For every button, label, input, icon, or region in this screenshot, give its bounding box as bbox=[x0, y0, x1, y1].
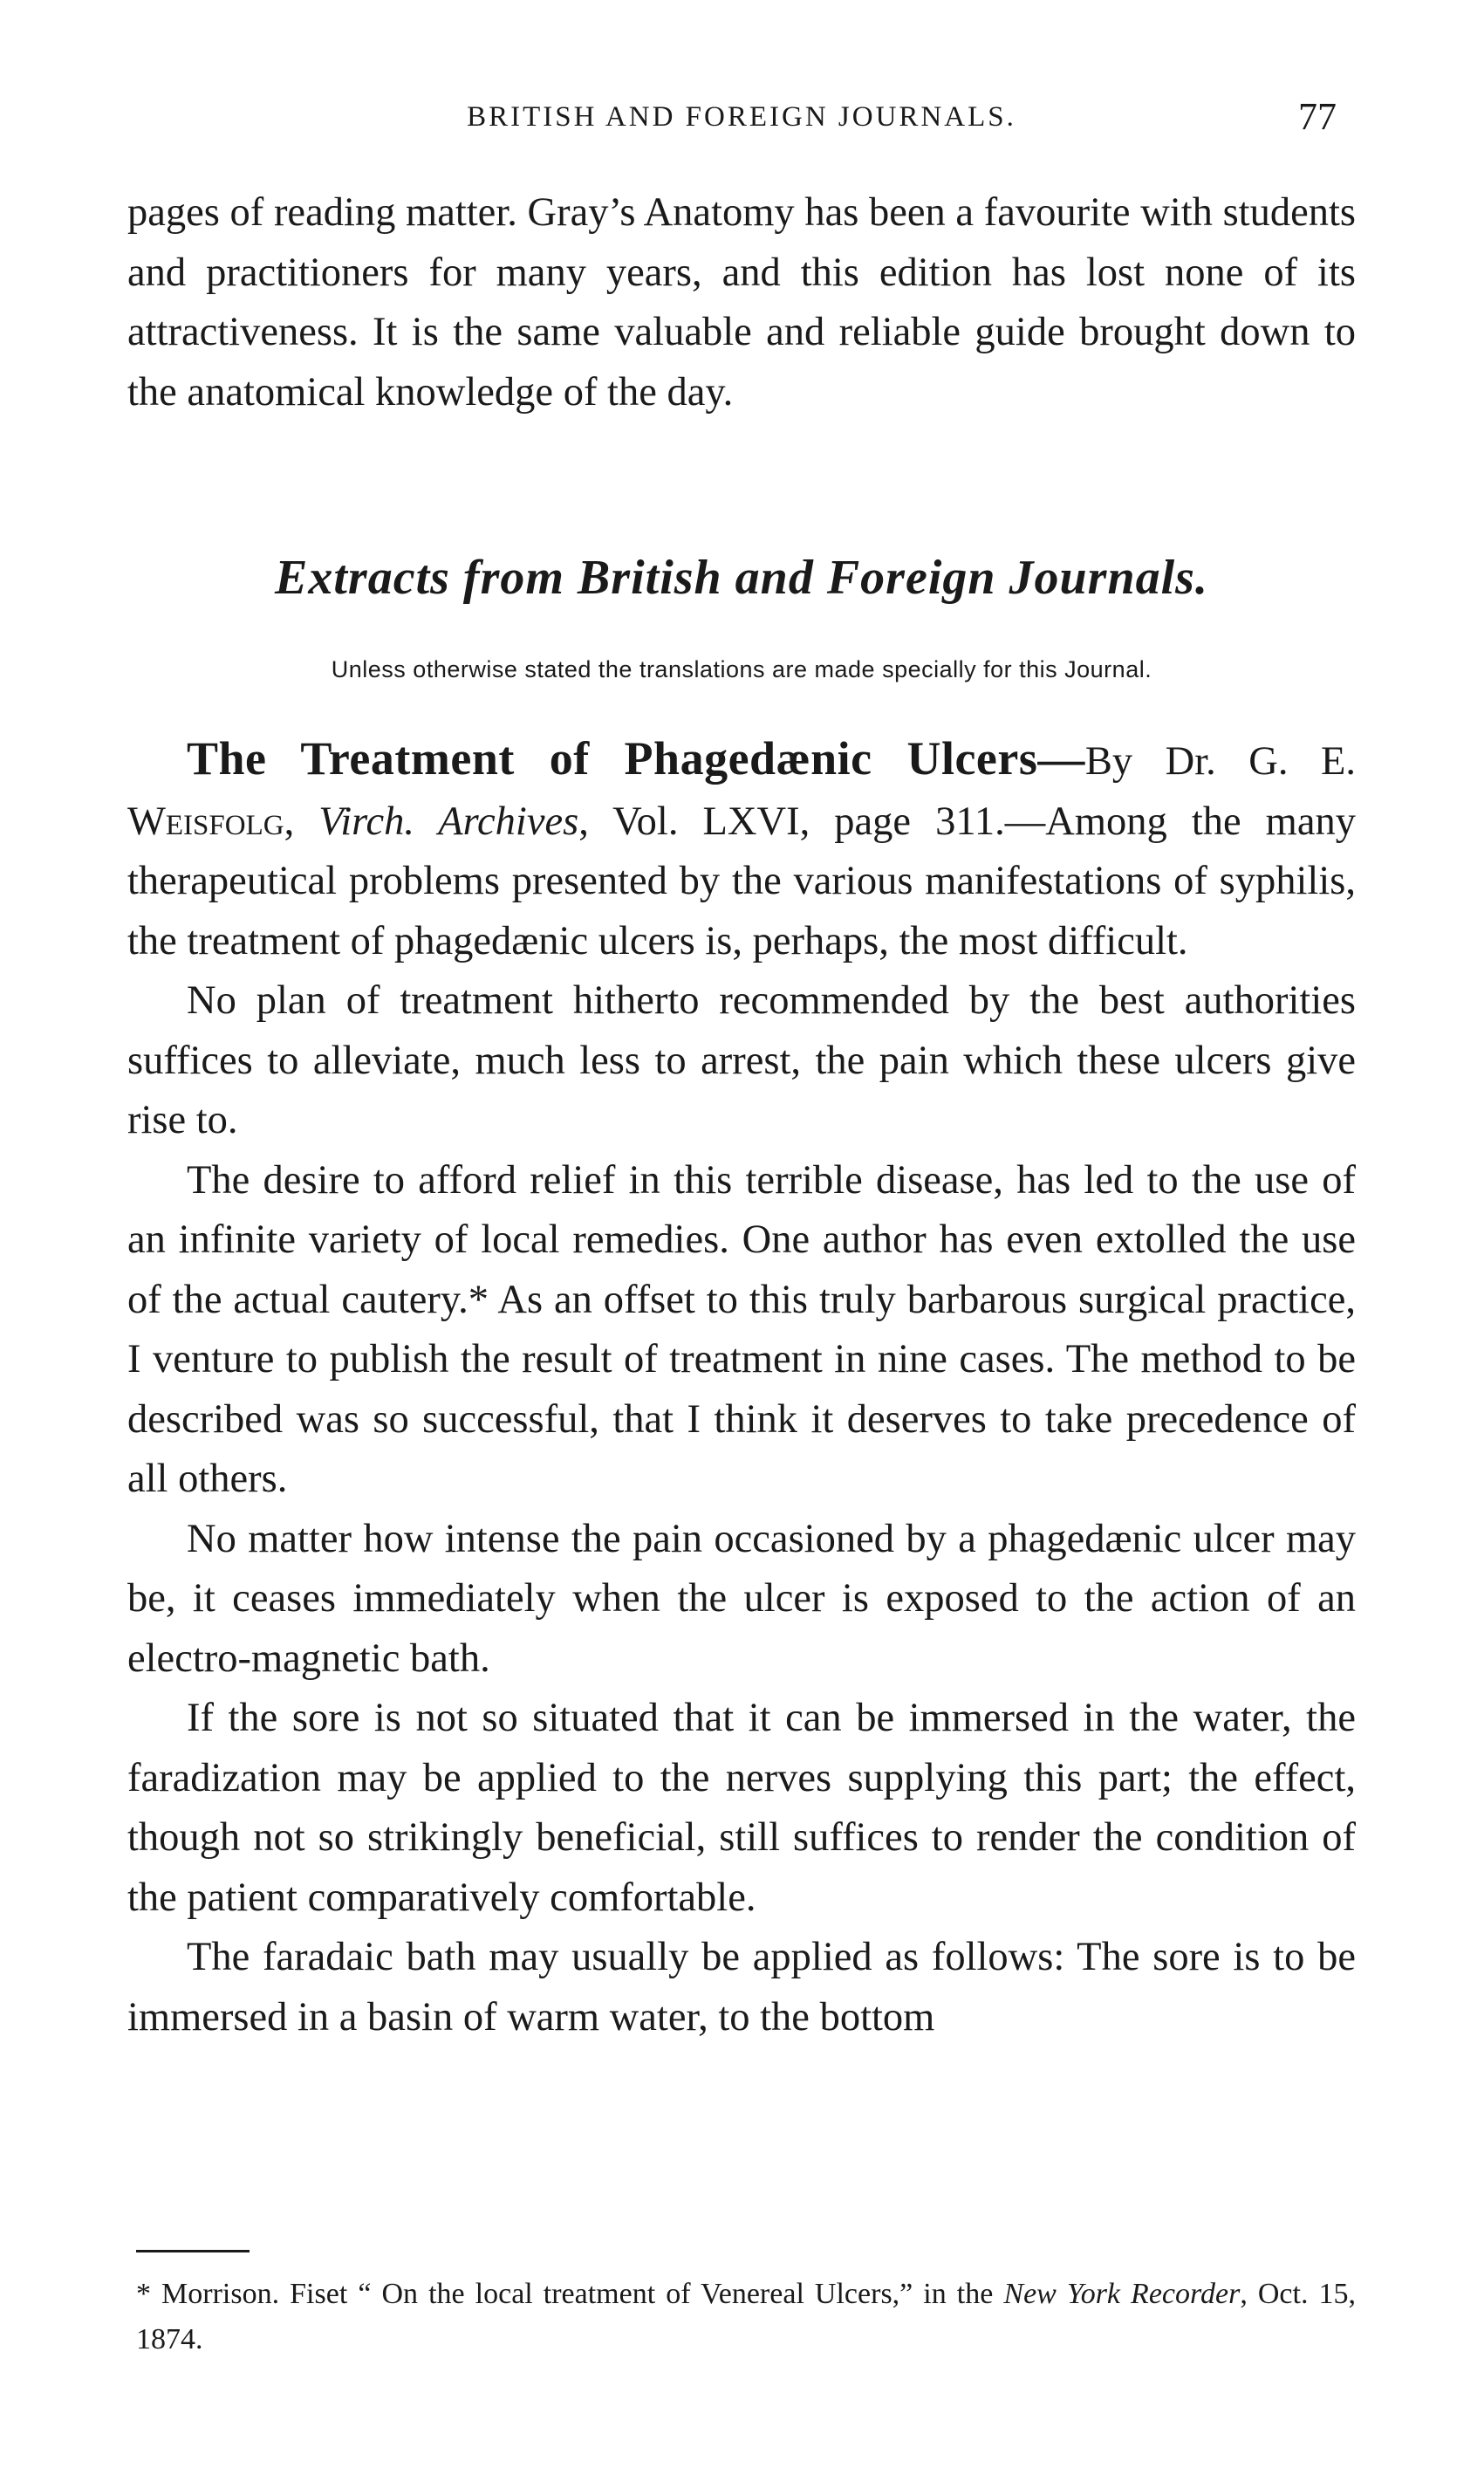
article-author: Weisfolg bbox=[127, 799, 284, 844]
footnote bbox=[136, 2272, 1356, 2362]
article-paragraph-5: If the sore is not so situated that it can be immersed in the water, the faradization may be applied to the nerves supplying this part; the effect, though not so strikingly beneficial, still suffices to render the condition of the patient comparatively comfortable. bbox=[127, 1696, 1356, 1920]
first-paragraph-text: Among the many therapeutical problems presented by the various manifestations of syphilis, the treatment of phagedænic ulcers is, perhaps, the most difficult. bbox=[127, 799, 1356, 963]
footnote-text-end: , Oct. 15, 1874. bbox=[136, 2278, 1357, 2355]
intro-block bbox=[127, 183, 1356, 422]
running-title: BRITISH AND FOREIGN JOURNALS. bbox=[467, 101, 1016, 133]
intro-paragraph: pages of reading matter. Gray’s Anatomy has been a favourite with students and practitioners for many years, and this edition has lost none of its attractiveness. It is the same valuable and reliable guide brought down to the anatomical knowledge of the day. bbox=[127, 190, 1356, 415]
page-number: 77 bbox=[1298, 95, 1337, 138]
article-citation: , Vol. LXVI, page 311.— bbox=[578, 799, 1046, 844]
footnote-text-start: * Morrison. Fiset “ On the local treatment of Venereal Ulcers,” in the bbox=[136, 2278, 1004, 2310]
byline-prefix: By Dr. G. E. bbox=[1084, 739, 1356, 784]
footnote-publication: New York Recorder bbox=[1003, 2278, 1241, 2310]
article-paragraph-4: No matter how intense the pain occasioned by a phagedænic ulcer may be, it ceases immediately when the ulcer is exposed to the action of an electro-magnetic bath. bbox=[127, 1516, 1356, 1681]
section-heading: Extracts from British and Foreign Journals. bbox=[275, 551, 1208, 605]
article-paragraph-2: No plan of treatment hitherto recommended by the best authorities suffices to alleviate, much less to arrest, the pain which these ulcers give rise to. bbox=[127, 978, 1356, 1142]
article-paragraph-6: The faradaic bath may usually be applied as follows: The sore is to be immersed in a basin of warm water, to the bottom bbox=[127, 1935, 1356, 2040]
article-paragraph-3: The desire to afford relief in this terrible disease, has led to the use of an infinite variety of local remedies. One author has even extolled the use of the actual cautery.* As an offset to this truly barbarous surgical practice, I venture to publish the result of treatment in nine cases. The method to be described was so successful, that I think it deserves to take precedence of all others. bbox=[127, 1157, 1356, 1501]
article-title: The Treatment of Phagedænic Ulcers— bbox=[187, 732, 1085, 785]
section-note: Unless otherwise stated the translations are made specially for this Journal. bbox=[331, 656, 1152, 682]
running-head bbox=[122, 94, 1361, 147]
footnote-rule bbox=[136, 2250, 250, 2252]
byline-separator: , bbox=[284, 799, 319, 844]
article-first-paragraph bbox=[127, 729, 1356, 971]
article-block bbox=[127, 729, 1356, 2047]
journal-name: Virch. Archives bbox=[318, 799, 579, 844]
